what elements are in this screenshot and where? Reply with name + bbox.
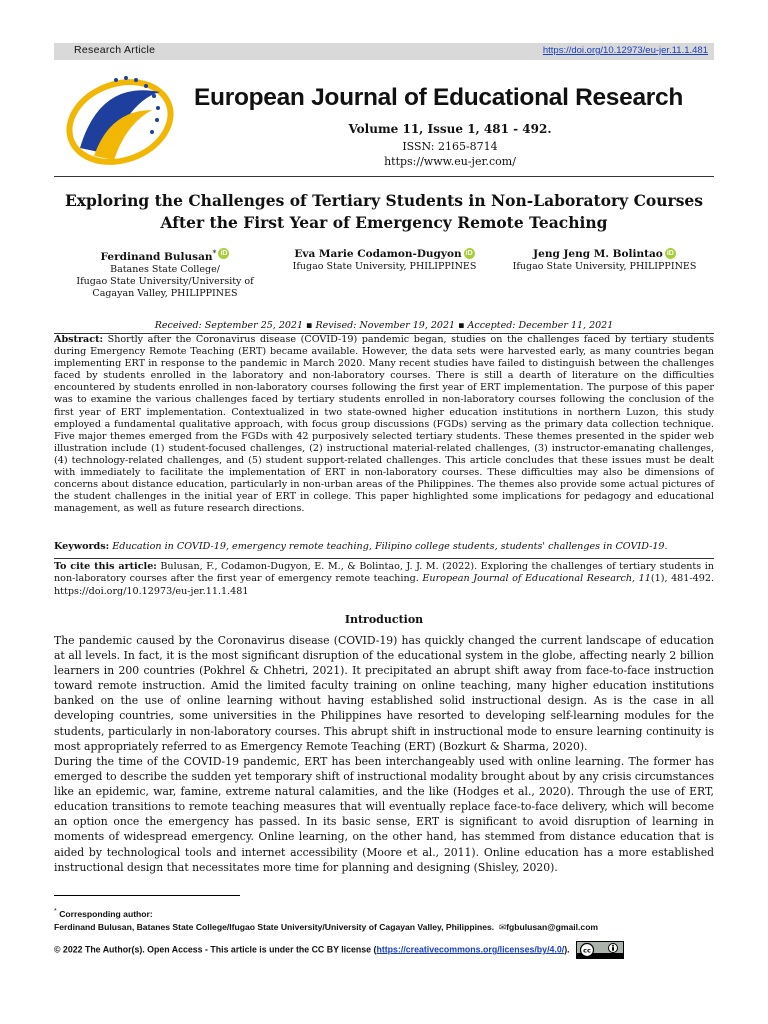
abstract-text: Shortly after the Coronavirus disease (COVID-19) pandemic began, studies on the challenges faced by tertiary students during Emergency Remote Teaching (ERT) became available. However, the data sets were harvested early, as many countries began implementing ERT in response to the pandemic in March 2020. Many recent studies have failed to distinguish between the challenges faced by students enrolled in the laboratory and non-laboratory courses. There is still a dearth of literature on the difficulties encountered by students enrolled in non-laboratory courses following the first year of ERT implementation. The purpose of this paper was to examine the various challenges faced by tertiary students enrolled in non-laboratory courses following the conclusion of the first year of ERT implementation. Contextualized in two state-owned higher education institutions in northern Luzon, this study employed a fundamental qualitative approach, with focus group discussions (FGDs) serving as the primary data collection technique. Five major themes emerged from the FGDs with 42 purposively selected tertiary students. These themes presented in the spider web illustration include (1) student-focused challenges, (2) instructional material-related challenges, (3) instructor-emanating challenges, (4) technology-related challenges, and (5) student support-related challenges. This article concludes that these issues must be dealt with immediately to facilitate the implementation of ERT in non-laboratory courses. These difficulties may also be dimensions of concerns about distance education, particularly in non-urban areas of the Philippines. The themes also provide some actual pictures of the student challenges in the initial year of ERT in college. This paper highlighted some implications for pedagogy and educational management, as well as future research directions. <box>54 334 714 515</box>
author-affiliation: Batanes State College/ <box>110 264 220 276</box>
footnote-marker: * <box>54 907 57 915</box>
paper-title-line1: Exploring the Challenges of Tertiary Students in Non-Laboratory Courses <box>64 191 704 210</box>
author-3 <box>502 248 707 273</box>
footnote-email[interactable]: fgbulusan@gmail.com <box>506 921 599 932</box>
journal-issn: ISSN: 2165-8714 <box>402 140 498 153</box>
author-name: Eva Marie Codamon-Dugyon <box>294 248 462 260</box>
author-2 <box>282 248 487 273</box>
keywords <box>54 541 714 552</box>
abstract <box>54 334 714 515</box>
journal-volume: Volume 11, Issue 1, 481 - 492. <box>348 122 552 136</box>
journal-title: European Journal of Educational Research <box>194 84 684 111</box>
intro-paragraph-1: The pandemic caused by the Coronavirus disease (COVID-19) has quickly changed the current landscape of education at all levels. In fact, it is the most significant disruption of the educational system in the globe, affecting nearly 2 billion learners in 200 countries (Pokhrel & Chhetri, 2021). It precipitated an abrupt shift away from face-to-face instruction toward remote instruction. Amid the limited faculty training on online teaching, many higher education institutions banked on the use of online learning without having established solid instructional design. As is the case in all developing countries, some universities in the Philippines have resorted to developing self-learning modules for the students, particularly in non-laboratory courses. This abrupt shift in instructional mode to ensure learning continuity is most appropriately referred to as Emergency Remote Teaching (ERT) (Bozkurt & Sharma, 2020). <box>54 634 714 753</box>
cc-by-icon <box>576 941 624 959</box>
received-dates: Received: September 25, 2021 ▪ Revised: November 19, 2021 ▪ Accepted: December 11, 2021 <box>154 320 614 331</box>
author-affiliation: Cagayan Valley, PHILIPPINES <box>92 288 238 300</box>
abstract-label: Abstract: <box>54 334 104 345</box>
journal-website[interactable]: https://www.eu-jer.com/ <box>384 155 516 168</box>
footnote-divider <box>54 895 240 896</box>
header-divider <box>54 176 714 177</box>
citation-block <box>54 561 714 598</box>
journal-logo <box>60 70 180 170</box>
orcid-icon[interactable]: iD <box>666 250 674 257</box>
license-suffix: ). <box>564 944 570 955</box>
citation-journal: European Journal of Educational Research, 11 <box>422 573 651 585</box>
author-affiliation: Ifugao State University/University of <box>76 276 254 288</box>
paper-title <box>54 190 714 234</box>
citation-divider <box>54 558 714 559</box>
author-name: Jeng Jeng M. Bolintao <box>533 248 663 260</box>
corresponding-marker: * <box>212 249 217 258</box>
paper-title-line2: After the First Year of Emergency Remote Teaching <box>160 213 608 232</box>
citation-text: Bulusan, F., Codamon-Dugyon, E. M., & Bolintao, J. J. M. (2022). Exploring the challenges of tertiary students in non-laboratory courses after the first year of emergency remote teaching. <box>54 561 714 585</box>
footnote-text: Ferdinand Bulusan, Batanes State College/Ifugao State University/University of Cagayan Valley, Philippines. <box>54 921 495 932</box>
article-type-bar <box>54 43 714 60</box>
svg-text:cc: cc <box>583 946 591 955</box>
author-name: Ferdinand Bulusan <box>100 251 213 264</box>
keywords-label: Keywords: <box>54 541 110 552</box>
orcid-icon[interactable]: iD <box>465 250 473 257</box>
citation-issue: (1), 481-492. https://doi.org/10.12973/eu-jer.11.1.481 <box>54 573 714 597</box>
article-type-label: Research Article <box>74 44 156 56</box>
footnote-label: Corresponding author: <box>59 908 153 919</box>
license-text: © 2022 The Author(s). Open Access - This article is under the CC BY license ( <box>54 944 377 955</box>
author-1 <box>60 248 270 300</box>
author-affiliation: Ifugao State University, PHILIPPINES <box>512 261 697 272</box>
author-affiliation: Ifugao State University, PHILIPPINES <box>292 261 477 272</box>
mail-icon: ✉ <box>498 921 507 932</box>
license-link[interactable]: https://creativecommons.org/licenses/by/4.0/ <box>376 944 565 955</box>
doi-link[interactable]: https://doi.org/10.12973/eu-jer.11.1.481 <box>542 45 708 56</box>
citation-label: To cite this article: <box>54 561 157 572</box>
introduction-heading: Introduction <box>344 613 424 626</box>
keywords-text: Education in COVID-19, emergency remote teaching, Filipino college students, students' challenges in COVID-19. <box>112 541 668 552</box>
footnote <box>54 905 714 934</box>
license-line <box>54 941 714 959</box>
intro-paragraph-2: During the time of the COVID-19 pandemic, ERT has been interchangeably used with online learning. The former has emerged to describe the sudden yet temporary shift of instructional modality brought about by any crisis circumstances like an epidemic, war, famine, extreme natural calamities, and the like (Hodges et al., 2020). Through the use of ERT, education transitions to remote teaching measures that will eventually replace face-to-face delivery, which will become an option once the emergency has passed. In its basic sense, ERT is significant to avoid disruption of learning in moments of widespread emergency. Online learning, on the other hand, has stemmed from distance education that is aided by technological tools and internet accessibility (Moore et al., 2011). Online education has a more established instructional design that necessitates more time for planning and designing (Shisley, 2020). <box>54 755 714 874</box>
orcid-icon[interactable]: iD <box>220 250 228 257</box>
